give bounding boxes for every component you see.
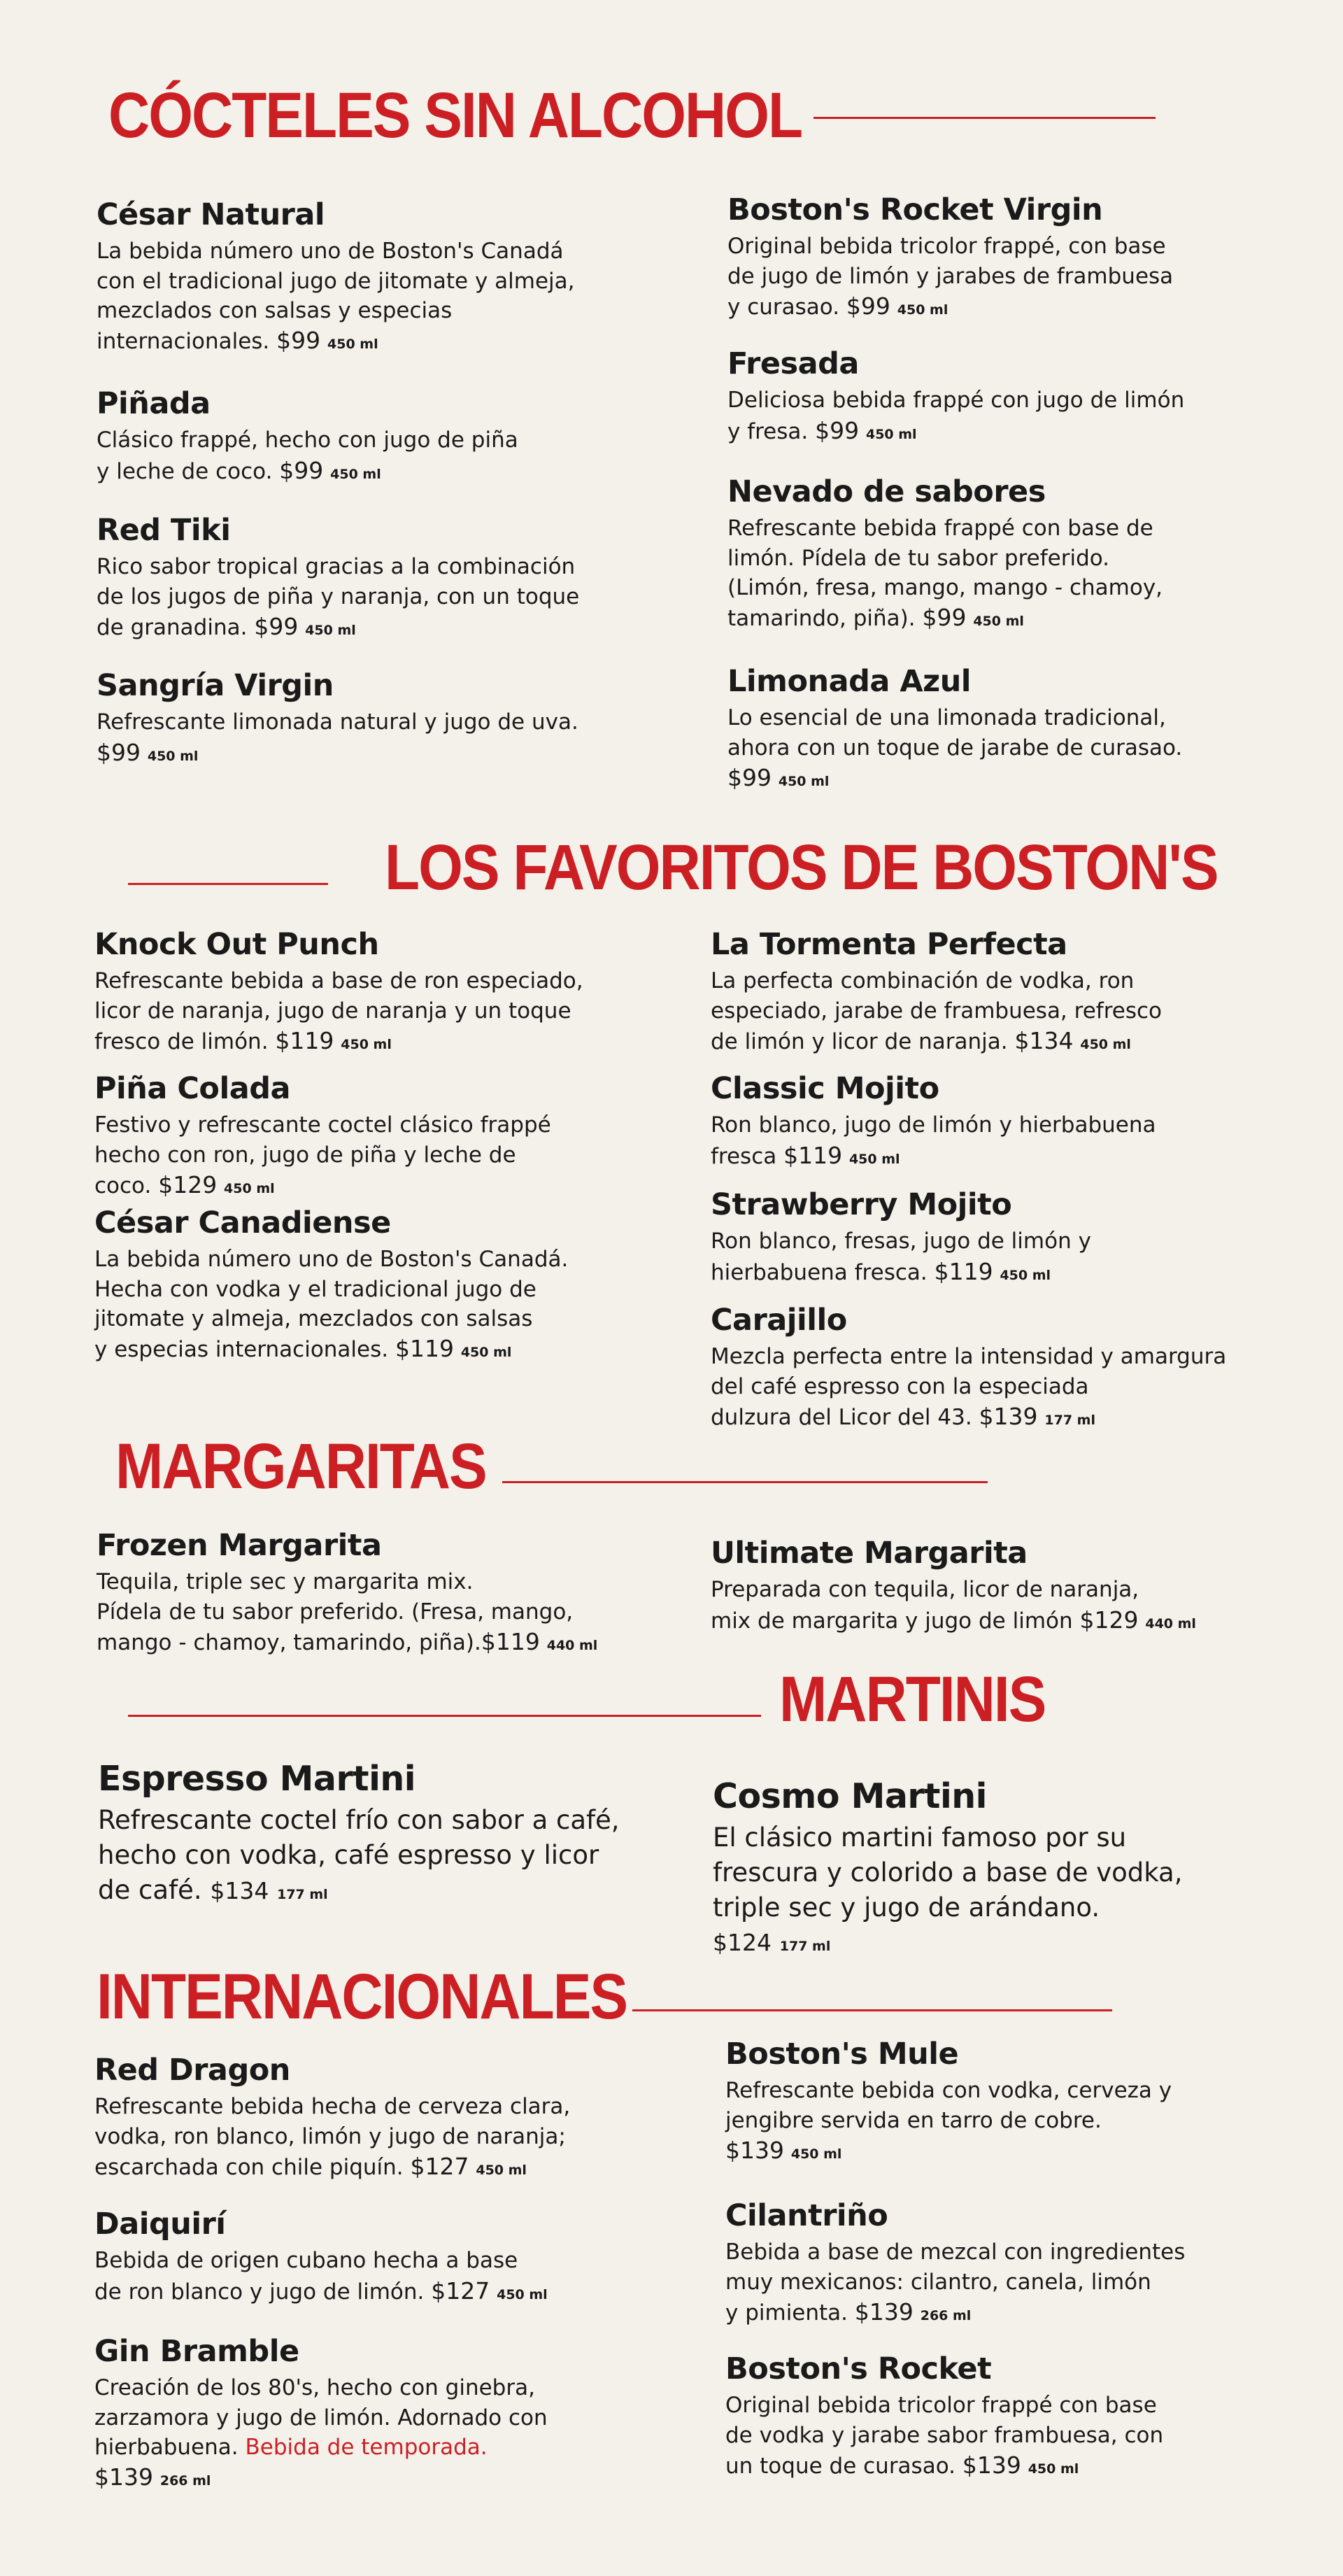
section-title-sin-alcohol: CÓCTELES SIN ALCOHOL	[108, 80, 802, 152]
menu-item-pina-colada	[94, 1072, 551, 1201]
item-name: Carajillo	[711, 1303, 847, 1338]
section-divider	[502, 1481, 988, 1483]
item-volume: 177 ml	[779, 1939, 831, 1955]
item-price: $119	[934, 1257, 993, 1285]
menu-item-gin-bramble	[94, 2335, 548, 2493]
menu-item-bostons-rocket	[725, 2352, 1163, 2482]
menu-item-cilantrino	[725, 2199, 1185, 2328]
item-volume: 450 ml	[848, 1151, 900, 1167]
item-name: Red Dragon	[94, 2053, 290, 2088]
item-description: Festivo y refrescante coctel clásico frappé hecho con ron, jugo de piña y leche de coco.	[94, 1112, 551, 1198]
item-volume: 450 ml	[476, 2162, 527, 2178]
menu-item-daiquiri	[94, 2207, 548, 2307]
menu-item-frozen-margarita	[97, 1529, 597, 1658]
item-name: Daiquirí	[94, 2207, 226, 2242]
item-name: Classic Mojito	[711, 1071, 939, 1106]
item-name: Strawberry Mojito	[711, 1187, 1012, 1222]
section-title-martinis: MARTINIS	[779, 1664, 1046, 1736]
item-volume: 266 ml	[159, 2472, 211, 2489]
menu-item-cosmo-martini	[713, 1777, 1182, 1960]
item-description: Original bebida tricolor frappé con base de vodka y jarabe sabor frambuesa, con un toque de curasao.	[725, 2393, 1164, 2479]
item-name: César Natural	[97, 197, 325, 232]
item-price: $139	[962, 2451, 1021, 2479]
item-price: $119	[783, 1141, 843, 1169]
item-description: La bebida número uno de Boston's Canadá. Hecha con vodka y el tradicional jugo de jitomate y almeja, mezclados con salsas y especias internacionales.	[94, 1247, 569, 1362]
section-title-margaritas: MARGARITAS	[115, 1431, 486, 1503]
section-divider	[128, 883, 328, 885]
item-price: $119	[481, 1627, 540, 1655]
item-price: $99	[727, 763, 772, 791]
item-price: $99	[254, 612, 299, 640]
item-price: $139	[979, 1402, 1038, 1430]
item-volume: 450 ml	[460, 1344, 512, 1360]
menu-item-red-dragon	[94, 2053, 570, 2183]
item-volume: 450 ml	[147, 748, 199, 764]
item-name: Boston's Rocket	[725, 2351, 992, 2386]
item-price: $129	[158, 1170, 218, 1198]
item-price: $127	[410, 2152, 469, 2180]
item-description: Bebida a base de mezcal con ingredientes muy mexicanos: cilantro, canela, limón y pimienta.	[725, 2239, 1186, 2326]
item-volume: 450 ml	[224, 1180, 275, 1196]
item-description: Refrescante bebida hecha de cerveza clara, vodka, ron blanco, limón y jugo de naranja; escarchada con chile piquín.	[94, 2094, 571, 2180]
item-name: Gin Bramble	[94, 2334, 299, 2369]
item-name: La Tormenta Perfecta	[711, 927, 1067, 962]
item-name: César Canadiense	[94, 1205, 391, 1240]
item-volume: 440 ml	[546, 1637, 598, 1653]
item-name: Knock Out Punch	[94, 927, 379, 962]
item-volume: 450 ml	[330, 466, 381, 482]
menu-item-cesar-canadiense	[94, 1206, 568, 1365]
item-volume: 266 ml	[920, 2307, 972, 2323]
item-name: Boston's Rocket Virgin	[727, 192, 1103, 227]
menu-item-cesar-natural	[97, 198, 575, 357]
item-price: $99	[815, 416, 860, 444]
section-title-favoritos: LOS FAVORITOS DE BOSTON'S	[385, 832, 1218, 904]
section-title-internacionales: INTERNACIONALES	[97, 1961, 627, 2033]
item-name: Piñada	[97, 386, 211, 421]
item-description: Original bebida tricolor frappé, con base de jugo de limón y jarabes de frambuesa y curasao.	[727, 234, 1174, 320]
menu-item-nevado-de-sabores	[727, 475, 1163, 634]
item-price: $124	[713, 1929, 772, 1957]
item-price: $139	[725, 2136, 784, 2164]
item-description: Refrescante limonada natural y jugo de uva.	[97, 709, 578, 735]
item-description: El clásico martini famoso por su frescura y colorido a base de vodka, triple sec y jugo de arándano.	[713, 1823, 1183, 1923]
item-description: Creación de los 80's, hecho con ginebra, zarzamora y jugo de limón. Adornado con hierbabuena.	[94, 2375, 548, 2460]
section-divider	[128, 1715, 761, 1717]
item-name: Fresada	[727, 346, 859, 381]
item-volume: 450 ml	[778, 773, 830, 789]
item-name: Cosmo Martini	[713, 1776, 987, 1816]
item-price: $99	[279, 456, 324, 484]
item-name: Sangría Virgin	[97, 668, 334, 703]
item-volume: 450 ml	[1080, 1036, 1131, 1052]
section-divider	[632, 2009, 1112, 2011]
item-description: La perfecta combinación de vodka, ron especiado, jarabe de frambuesa, refresco de limón y licor de naranja.	[711, 968, 1162, 1054]
item-description: Refrescante coctel frío con sabor a café, hecho con vodka, café espresso y licor de café.	[98, 1805, 620, 1905]
item-price: $127	[431, 2277, 490, 2305]
item-name: Espresso Martini	[98, 1759, 416, 1799]
item-description: Refrescante bebida a base de ron especiado, licor de naranja, jugo de naranja y un toque fresco de limón.	[94, 968, 583, 1054]
menu-item-ultimate-margarita	[711, 1536, 1196, 1636]
item-price: $119	[275, 1026, 334, 1054]
item-price: $139	[854, 2298, 914, 2326]
menu-item-bostons-rocket-virgin	[727, 193, 1173, 323]
menu-item-red-tiki	[97, 514, 579, 643]
item-volume: 177 ml	[277, 1886, 328, 1902]
menu-item-classic-mojito	[711, 1072, 1156, 1171]
item-price: $119	[395, 1334, 454, 1362]
item-description: Clásico frappé, hecho con jugo de piña y leche de coco.	[97, 427, 518, 484]
item-volume: 177 ml	[1044, 1412, 1095, 1428]
item-description: Refrescante bebida con vodka, cerveza y jengibre servida en tarro de cobre.	[725, 2078, 1172, 2133]
item-price: $99	[922, 603, 967, 631]
item-price: $134	[210, 1876, 269, 1904]
item-volume: 440 ml	[1145, 1615, 1196, 1632]
item-name: Red Tiki	[97, 513, 231, 548]
menu-item-espresso-martini	[98, 1760, 620, 1907]
item-name: Nevado de sabores	[727, 474, 1046, 509]
menu-item-fresada	[727, 347, 1184, 446]
item-price: $99	[97, 738, 141, 766]
item-name: Ultimate Margarita	[711, 1536, 1028, 1571]
menu-item-la-tormenta-perfecta	[711, 928, 1162, 1057]
item-description: Bebida de origen cubano hecha a base de ron blanco y jugo de limón.	[94, 2248, 518, 2305]
menu-item-carajillo	[711, 1303, 1226, 1433]
item-name: Limonada Azul	[727, 664, 972, 699]
item-description: Mezcla perfecta entre la intensidad y amargura del café espresso con la especiada dulzura del Licor del 43.	[711, 1344, 1227, 1430]
item-description: Ron blanco, jugo de limón y hierbabuena fresca	[711, 1112, 1156, 1169]
item-description: Refrescante bebida frappé con base de limón. Pídela de tu sabor preferido. (Limón, fresa, mango, mango - chamoy, tamarindo, piña).	[727, 516, 1163, 631]
item-description: Deliciosa bebida frappé con jugo de limón y fresa.	[727, 388, 1185, 444]
item-description: Rico sabor tropical gracias a la combinación de los jugos de piña y naranja, con un toque de granadina.	[97, 554, 580, 640]
item-volume: 450 ml	[1028, 2461, 1079, 2477]
item-description: Ron blanco, fresas, jugo de limón y hierbabuena fresca.	[711, 1229, 1091, 1285]
item-volume: 450 ml	[790, 2146, 842, 2162]
item-price: $99	[276, 326, 321, 354]
menu-item-strawberry-mojito	[711, 1188, 1091, 1287]
item-name: Boston's Mule	[725, 2037, 959, 2072]
item-name: Piña Colada	[94, 1071, 291, 1106]
item-volume: 450 ml	[327, 336, 378, 352]
item-name: Cilantriño	[725, 2198, 888, 2233]
section-divider	[813, 117, 1156, 119]
item-volume: 450 ml	[1000, 1267, 1051, 1283]
item-price: $139	[94, 2463, 153, 2491]
item-name: Frozen Margarita	[97, 1528, 382, 1563]
item-price: $134	[1014, 1026, 1074, 1054]
item-description: Lo esencial de una limonada tradicional, ahora con un toque de jarabe de curasao.	[727, 705, 1183, 760]
seasonal-note: Bebida de temporada.	[245, 2434, 488, 2460]
item-volume: 450 ml	[865, 426, 917, 442]
item-volume: 450 ml	[341, 1036, 392, 1052]
item-volume: 450 ml	[305, 622, 356, 638]
menu-item-limonada-azul	[727, 665, 1182, 794]
item-description: La bebida número uno de Boston's Canadá con el tradicional jugo de jitomate y almeja, mezclados con salsas y especias internacionales.	[97, 239, 575, 354]
item-description: Preparada con tequila, licor de naranja, mix de margarita y jugo de limón	[711, 1577, 1139, 1634]
menu-item-sangria-virgin	[97, 669, 578, 768]
menu-item-bostons-mule	[725, 2037, 1172, 2167]
item-volume: 450 ml	[897, 302, 948, 318]
menu-item-pinada	[97, 387, 518, 486]
menu-item-knock-out-punch	[94, 928, 583, 1057]
item-volume: 450 ml	[973, 613, 1024, 629]
item-price: $129	[1079, 1606, 1139, 1634]
item-price: $99	[846, 292, 890, 320]
item-description: Tequila, triple sec y margarita mix. Pídela de tu sabor preferido. (Fresa, mango, mango - chamoy, tamarindo, piña).	[97, 1569, 574, 1655]
item-volume: 450 ml	[497, 2286, 548, 2302]
